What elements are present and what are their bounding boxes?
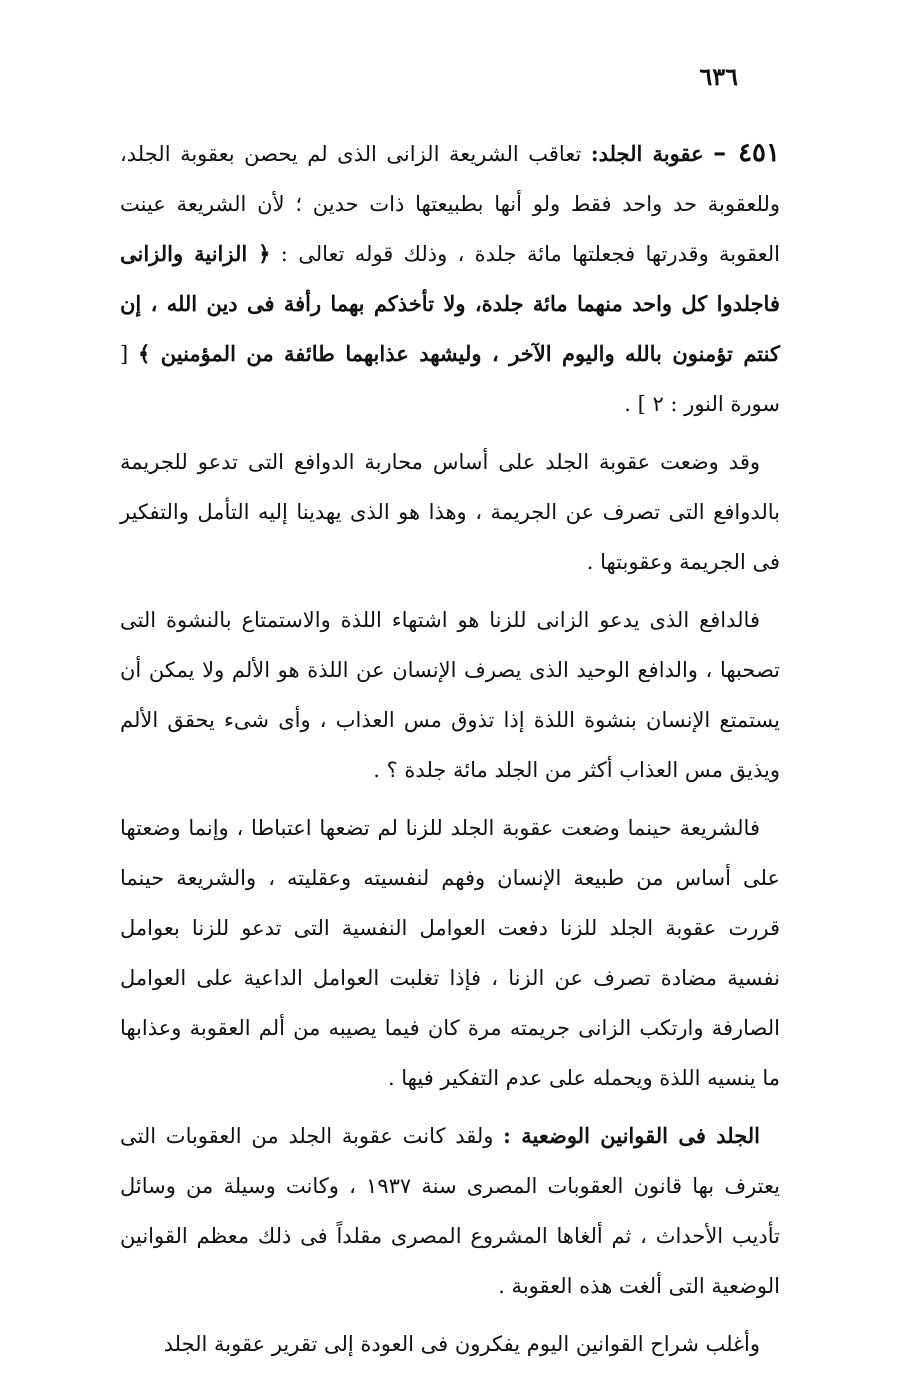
section-intro: تعاقب الشريعة الزانى الذى لم يحصن بعقوبة الجلد، وللعقوبة حد واحد فقط ولو أنها بطبيعتها ذات حدين ؛ لأن الشريعة عينت العقوبة وقدرتها فجعلتها مائة جلدة ، وذلك قوله تعالى : [120,142,780,266]
positive-law-heading: الجلد فى القوانين الوضعية : [503,1123,760,1148]
paragraph: فالشريعة حينما وضعت عقوبة الجلد للزنا لم تضعها اعتباطا ، وإنما وضعتها على أساس من طبيعة الإنسان وفهم لنفسيته وعقليته ، والشريعة حينما قررت عقوبة الجلد للزنا دفعت العوامل النفسية التى تدعو للزنا بعوامل نفسية مضادة تصرف عن الزنا ، فإذا تغلبت العوامل الداعية على العوامل الصارفة وارتكب الزانى جريمته مرة كان فيما يصيبه من ألم العقوبة وعذابها ما ينسيه اللذة ويحمله على عدم التفكير فيها . [120,816,780,1090]
page-number: ٦٣٦ [699,62,738,91]
section-number: ٤٥١ – [713,138,780,168]
quran-reference: [ سورة النور : ٢ ] . [120,342,780,416]
quran-quote: ﴿ الزانية والزانى فاجلدوا كل واحد منهما مائة جلدة، ولا تأخذكم بهما رأفة فى دين الله ، إن كنتم تؤمنون بالله واليوم الآخر ، وليشهد عذابهما طائفة من المؤمنين ﴾ [120,241,780,366]
body-text [120,128,780,1377]
positive-law-paragraph [120,1111,780,1311]
paragraph: وقد وضعت عقوبة الجلد على أساس محاربة الدوافع التى تدعو للجريمة بالدوافع التى تصرف عن الجريمة ، وهذا هو الذى يهدينا إليه التأمل والتفكير فى الجريمة وعقوبتها . [120,450,780,574]
positive-law-text: ولقد كانت عقوبة الجلد من العقوبات التى يعترف بها قانون العقوبات المصرى سنة ١٩٣٧ ، وكانت وسيلة من وسائل تأديب الأحداث ، ثم ألغاها المشروع المصرى مقلداً فى ذلك معظم القوانين الوضعية التى ألغت هذه العقوبة . [120,1124,780,1298]
paragraph: فالدافع الذى يدعو الزانى للزنا هو اشتهاء اللذة والاستمتاع بالنشوة التى تصحبها ، والدافع الوحيد الذى يصرف الإنسان عن اللذة هو الألم ولا يمكن أن يستمتع الإنسان بنشوة اللذة إذا تذوق مس العذاب ، وأى شىء يحقق الألم ويذيق مس العذاب أكثر من الجلد مائة جلدة ؟ . [120,608,780,782]
section-paragraph [120,128,780,429]
last-line: وأغلب شراح القوانين اليوم يفكرون فى العودة إلى تقرير عقوبة الجلد [163,1332,760,1356]
section-title: عقوبة الجلد: [590,141,704,166]
